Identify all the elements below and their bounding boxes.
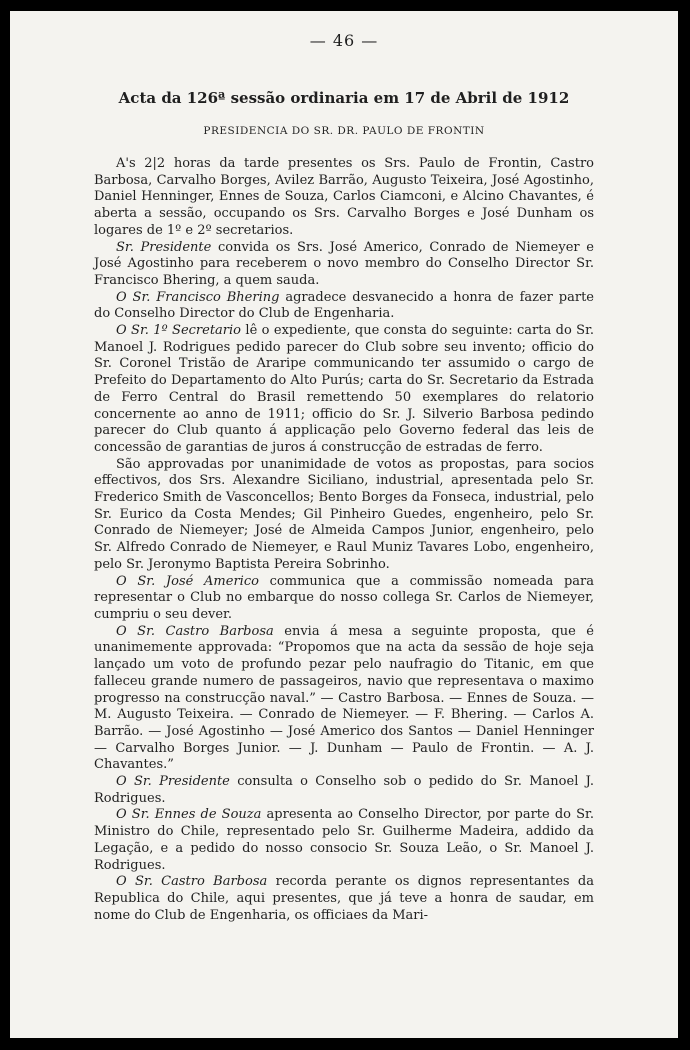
paragraph-president-consults	[94, 774, 594, 807]
paragraph-text: communica que a commissão nomeada para representar o Club no embarque do nosso collega Sr. Carlos de Niemeyer, cumpriu o seu dever.	[94, 573, 595, 622]
paragraph-ennes-presents	[94, 807, 594, 874]
paragraph-new-members	[94, 457, 594, 574]
minutes-body	[94, 156, 594, 924]
paragraph-speaker: O Sr. José Americo	[116, 573, 259, 589]
document-title: Acta da 126ª sessão ordinaria em 17 de Abril de 1912	[118, 89, 570, 107]
paragraph-opening	[94, 156, 594, 240]
paragraph-text: consulta o Conselho sob o pedido do Sr. Manoel J. Rodrigues.	[94, 774, 594, 806]
paragraph-speaker: O Sr. Presidente	[116, 774, 230, 790]
paragraph-titanic-proposal	[94, 624, 594, 774]
paragraph-text: apresenta ao Conselho Director, por parte do Sr. Ministro do Chile, representado pelo Sr. Guilherme Madeira, addido da Legação, e a pedido do nosso consocio Sr. Souza Leão, o Sr. Manoel J. Rodrigues.	[94, 807, 594, 873]
paragraph-speaker: O Sr. 1º Secretario	[116, 323, 242, 339]
paragraph-text: A's 2|2 horas da tarde presentes os Srs. Paulo de Frontin, Castro Barbosa, Carvalho Borges, Avilez Barrão, Augusto Teixeira, José Agostinho, Daniel Henninger, Ennes de Souza, Carlos Ciamconi, e Alcino Chavantes, é aberta a sessão, occupando os Srs. Carvalho Borges e José Dunham os logares de 1º e 2º secretarios.	[94, 156, 594, 238]
paragraph-castro-recalls	[94, 874, 594, 924]
paragraph-speaker: O Sr. Francisco Bhering	[116, 289, 280, 305]
presidency-line: PRESIDENCIA DO SR. DR. PAULO DE FRONTIN	[203, 125, 485, 137]
paragraph-americo-commission	[94, 574, 594, 624]
paragraph-secretary-correspondence	[94, 323, 594, 457]
paragraph-bhering-thanks	[94, 290, 594, 323]
paragraph-speaker: O Sr. Castro Barbosa	[116, 623, 274, 639]
paragraph-speaker: O Sr. Ennes de Souza	[116, 807, 262, 823]
page-number: — 46 —	[309, 31, 379, 50]
document-page	[10, 11, 678, 1038]
paragraph-text: convida os Srs. José Americo, Conrado de Niemeyer e José Agostinho para receberem o novo membro do Conselho Director Sr. Francisco Bhering, a quem sauda.	[94, 239, 595, 288]
paragraph-text: recorda perante os dignos representantes da Republica do Chile, aqui presentes, que já teve a honra de saudar, em nome do Club de Engenharia, os officiaes da Mari-	[94, 874, 594, 923]
paragraph-president-invites	[94, 240, 594, 290]
paragraph-text: envia á mesa a seguinte proposta, que é unanimemente approvada: “Propomos que na acta da sessão de hoje seja lançado um voto de profundo pezar pelo naufragio do Titanic, em que falleceu grande numero de passageiros, navio que representava o maximo progresso na construcção naval.” — Castro Barbosa. — Ennes de Souza. — M. Augusto Teixeira. — Conrado de Niemeyer. — F. Bhering. — Carlos A. Barrão. — José Agostinho — José Americo dos Santos — Daniel Henninger — Carvalho Borges Junior. — J. Dunham — Paulo de Frontin. — A. J. Chavantes.”	[94, 623, 594, 773]
paragraph-speaker: Sr. Presidente	[116, 239, 212, 255]
paragraph-speaker: O Sr. Castro Barbosa	[116, 874, 268, 890]
paragraph-text: agradece desvanecido a honra de fazer parte do Conselho Director do Club de Engenharia.	[94, 289, 594, 322]
paragraph-text: São approvadas por unanimidade de votos as propostas, para socios effectivos, dos Srs. Alexandre Siciliano, industrial, apresentada pelo Sr. Frederico Smith de Vasconcellos; Bento Borges da Fonseca, industrial, pelo Sr. Eurico da Costa Mendes; Gil Pinheiro Guedes, engenheiro, pelo Sr. Conrado de Niemeyer; José de Almeida Campos Junior, engenheiro, pelo Sr. Alfredo Conrado de Niemeyer, e Raul Muniz Tavares Lobo, engenheiro, pelo Sr. Jeronymo Baptista Pereira Sobrinho.	[94, 456, 594, 572]
paragraph-text: lê o expediente, que consta do seguinte: carta do Sr. Manoel J. Rodrigues pedido parecer do Club sobre seu invento; officio do Sr. Coronel Tristão de Araripe communicando ter assumido o cargo de Prefeito do Departamento do Alto Purús; carta do Sr. Secretario da Estrada de Ferro Central do Brasil remettendo 50 exemplares do relatorio concernente ao anno de 1911; officio do Sr. J. Silverio Barbosa pedindo parecer do Club quanto á applicação pelo Governo federal das leis de concessão de garantias de juros á construcção de estradas de ferro.	[94, 323, 594, 455]
